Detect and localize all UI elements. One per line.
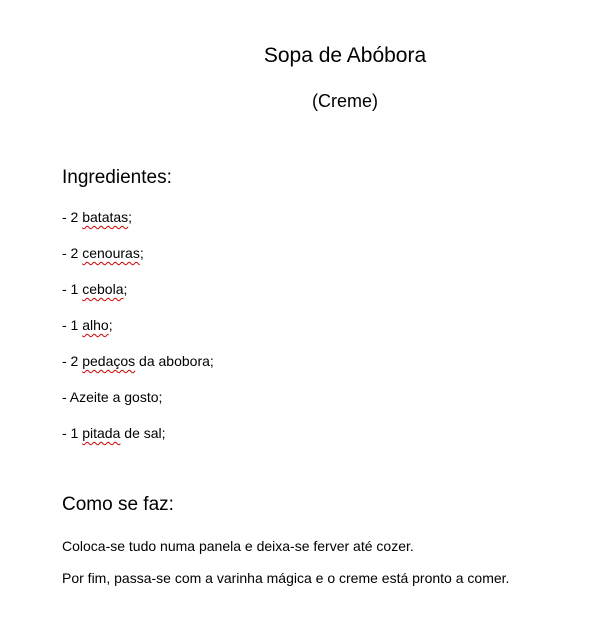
spellcheck-word: pedaços [82, 353, 136, 369]
list-item [62, 424, 214, 442]
ingredients-list [62, 208, 214, 460]
ingredient-prefix: - 2 [62, 209, 83, 225]
ingredient-text: - Azeite a gosto; [62, 389, 163, 405]
list-item [62, 244, 214, 262]
page-subtitle: (Creme) [312, 91, 378, 111]
spellcheck-word: pitada [82, 425, 121, 441]
ingredient-suffix: ; [128, 209, 133, 225]
ingredient-suffix: ; [139, 245, 144, 261]
method-line: Coloca-se tudo numa panela e deixa-se ferver até cozer. [62, 538, 414, 554]
ingredient-prefix: - 1 [62, 425, 83, 441]
spellcheck-word: cenouras [82, 245, 140, 261]
list-item [62, 352, 214, 370]
spellcheck-word: alho [82, 317, 109, 333]
ingredient-prefix: - 1 [62, 317, 83, 333]
spellcheck-word: cebola [82, 281, 124, 297]
list-item [62, 388, 214, 406]
page-title: Sopa de Abóbora [263, 44, 427, 67]
method-line: Por fim, passa-se com a varinha mágica e o creme está pronto a comer. [62, 570, 510, 586]
list-item [62, 208, 214, 226]
ingredient-suffix: ; [108, 317, 113, 333]
ingredients-heading: Ingredientes: [62, 167, 172, 188]
list-item [62, 316, 214, 334]
ingredient-suffix: da abobora; [135, 353, 214, 369]
ingredient-suffix: ; [123, 281, 128, 297]
method-heading: Como se faz: [62, 494, 174, 515]
ingredient-prefix: - 2 [62, 245, 83, 261]
ingredient-prefix: - 2 [62, 353, 83, 369]
ingredient-suffix: de sal; [120, 425, 166, 441]
ingredient-prefix: - 1 [62, 281, 83, 297]
list-item [62, 280, 214, 298]
spellcheck-word: batatas [82, 209, 129, 225]
